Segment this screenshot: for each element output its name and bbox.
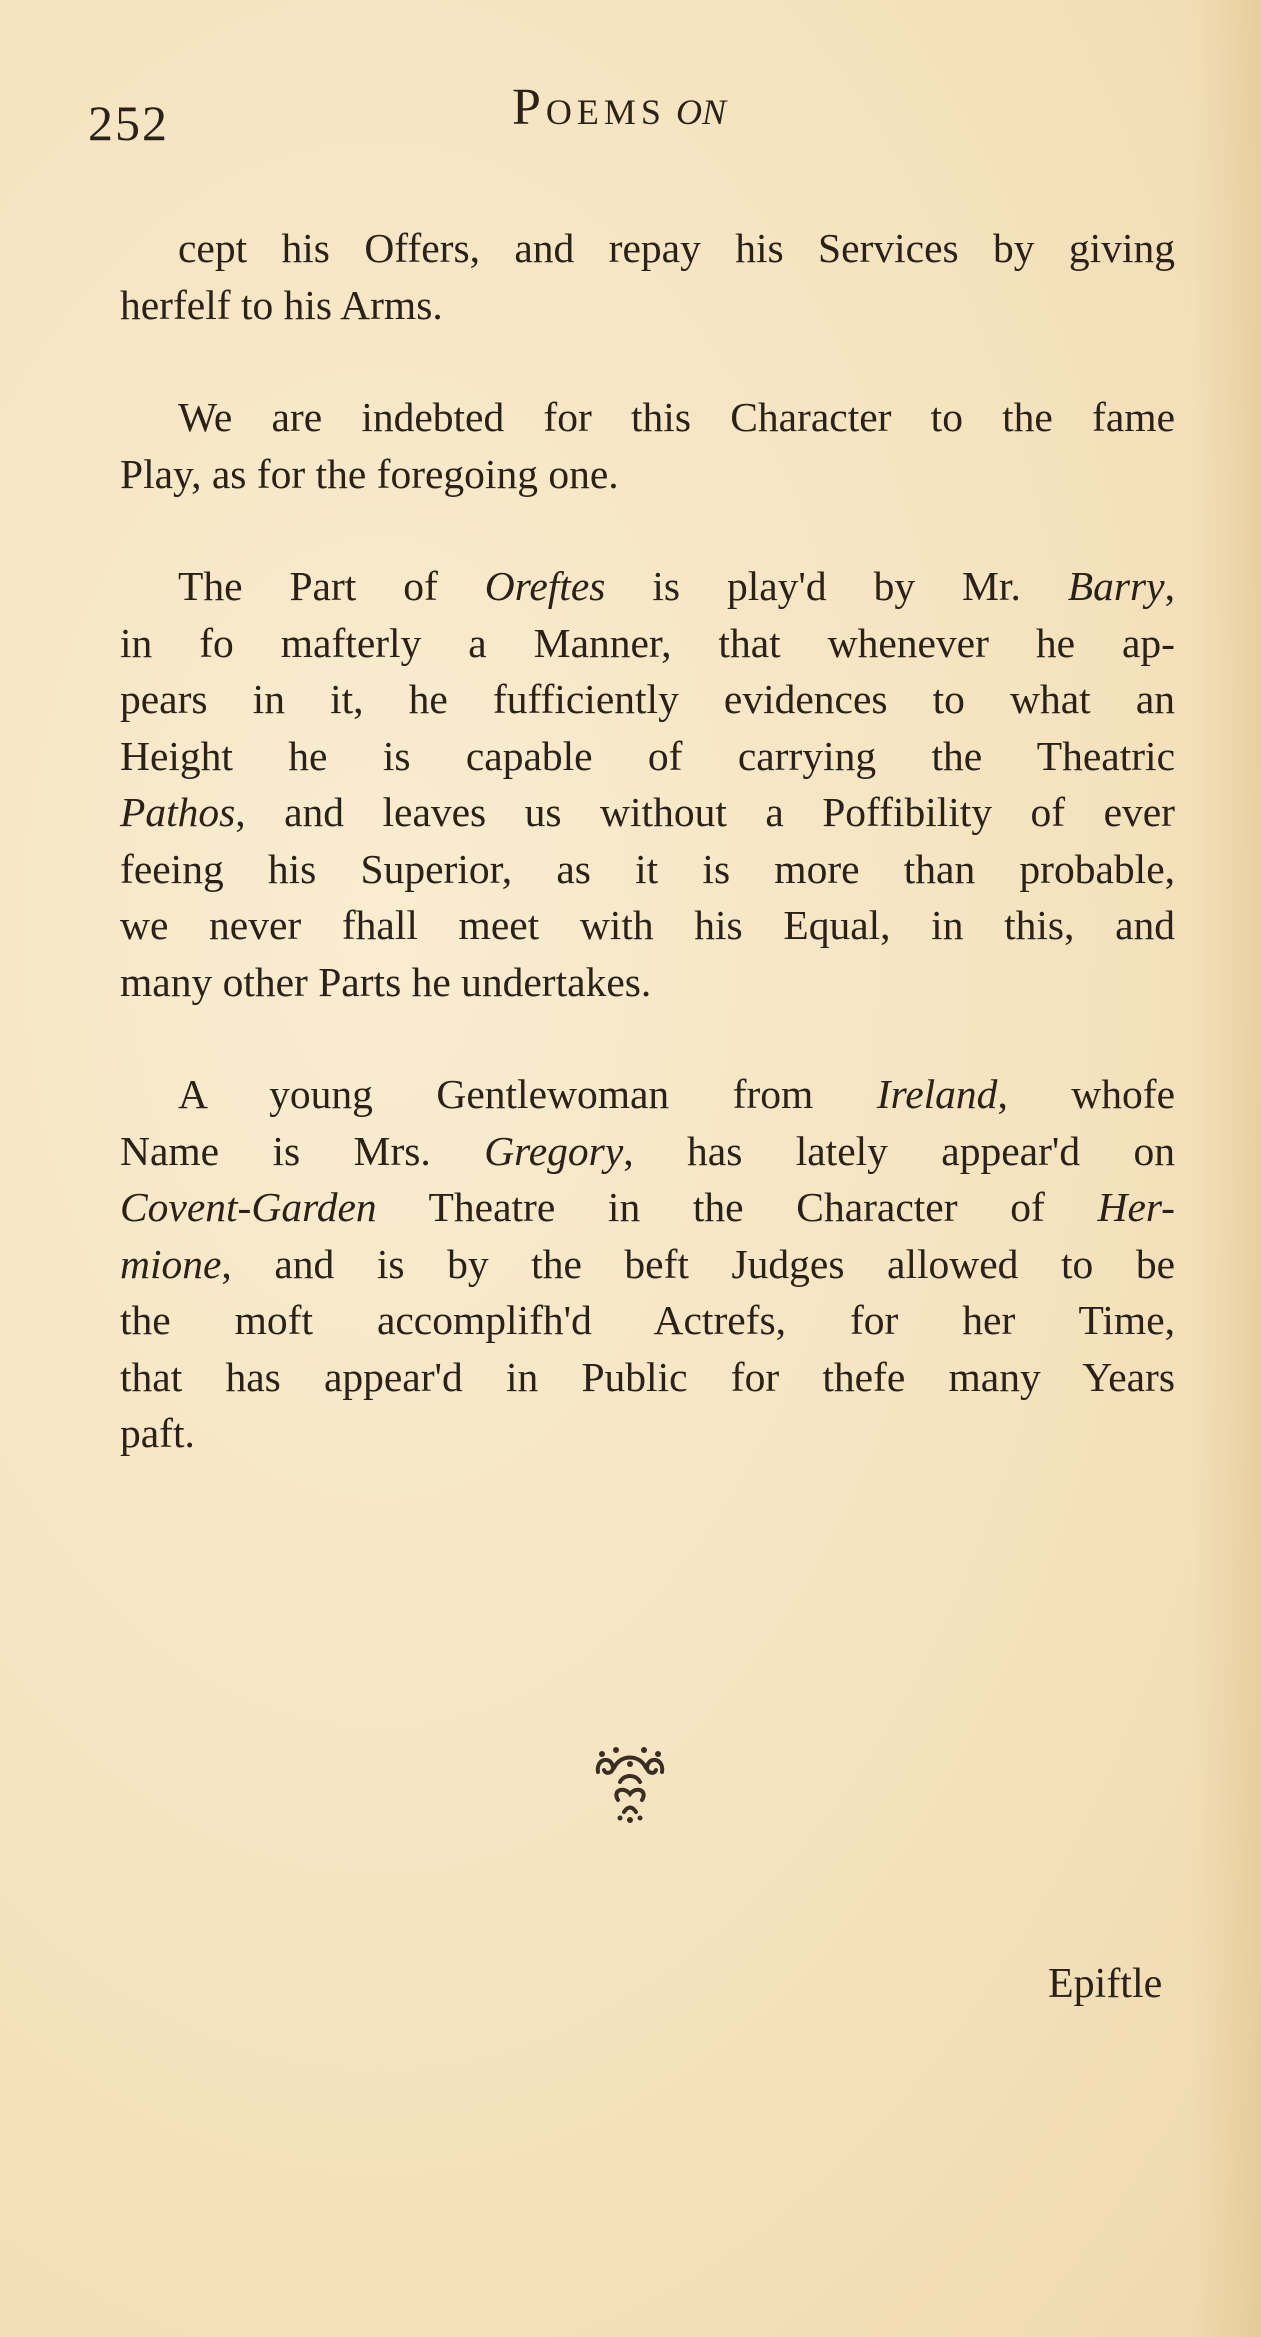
text-line: mione, and is by the beft Judges allowed to be — [120, 1240, 1175, 1287]
text-line: the moft accomplifh'd Actrefs, for her Time, — [120, 1297, 1175, 1343]
text-line: paft. — [120, 1410, 195, 1456]
paragraph — [120, 558, 1175, 1010]
running-head-preposition: on — [675, 79, 726, 136]
text-line: Height he is capable of carrying the Theatric — [120, 732, 1175, 779]
text-line: cept his Offers, and repay his Services by giving — [178, 225, 1175, 271]
text-line: pears in it, he fufficiently evidences to what an — [120, 676, 1175, 722]
italic-term: Ireland — [876, 1071, 998, 1117]
page-header — [0, 72, 1261, 152]
body-text — [120, 220, 1175, 1462]
running-head-title: Poems — [512, 79, 666, 136]
italic-term: Barry — [1067, 563, 1165, 609]
text-line: Play, as for the foregoing one. — [120, 450, 619, 497]
italic-term: Pathos — [120, 789, 236, 835]
paragraph-gap — [120, 333, 1175, 389]
paragraph-gap — [120, 1010, 1175, 1066]
text-line: Name is Mrs. Gregory, has lately appear'd on — [120, 1127, 1175, 1174]
paragraph — [120, 1066, 1175, 1462]
text-line: herfelf to his Arms. — [120, 281, 443, 328]
paragraph — [120, 220, 1175, 333]
printers-ornament-icon — [590, 1742, 670, 1832]
text-line: in fo mafterly a Manner, that whenever he ap- — [120, 619, 1175, 666]
italic-term: mione — [120, 1240, 222, 1287]
text-line: many other Parts he undertakes. — [120, 958, 652, 1005]
text-line: we never fhall meet with his Equal, in this, and — [120, 902, 1175, 948]
text-line: that has appear'd in Public for thefe many Years — [120, 1353, 1175, 1400]
italic-term: Oreftes — [484, 563, 606, 609]
page-number: 252 — [88, 95, 169, 151]
paragraph-gap — [120, 502, 1175, 558]
italic-term: Covent-Garden — [120, 1184, 377, 1230]
text-line: A young Gentlewoman from Ireland, whofe — [178, 1071, 1175, 1117]
catchword: Epiftle — [1048, 1961, 1163, 2007]
text-line: The Part of Oreftes is play'd by Mr. Barry, — [178, 563, 1175, 609]
italic-term: Gregory — [484, 1127, 624, 1174]
italic-term: Her- — [1097, 1184, 1175, 1230]
running-head — [512, 78, 726, 137]
text-line: Pathos, and leaves us without a Poffibility of ever — [120, 789, 1175, 835]
text-line: Covent-Garden Theatre in the Character of Her- — [120, 1184, 1175, 1230]
text-line: We are indebted for this Character to the fame — [178, 394, 1175, 440]
paragraph — [120, 389, 1175, 502]
page-edge-shadow — [1191, 0, 1261, 2337]
text-line: feeing his Superior, as it is more than probable, — [120, 845, 1175, 892]
